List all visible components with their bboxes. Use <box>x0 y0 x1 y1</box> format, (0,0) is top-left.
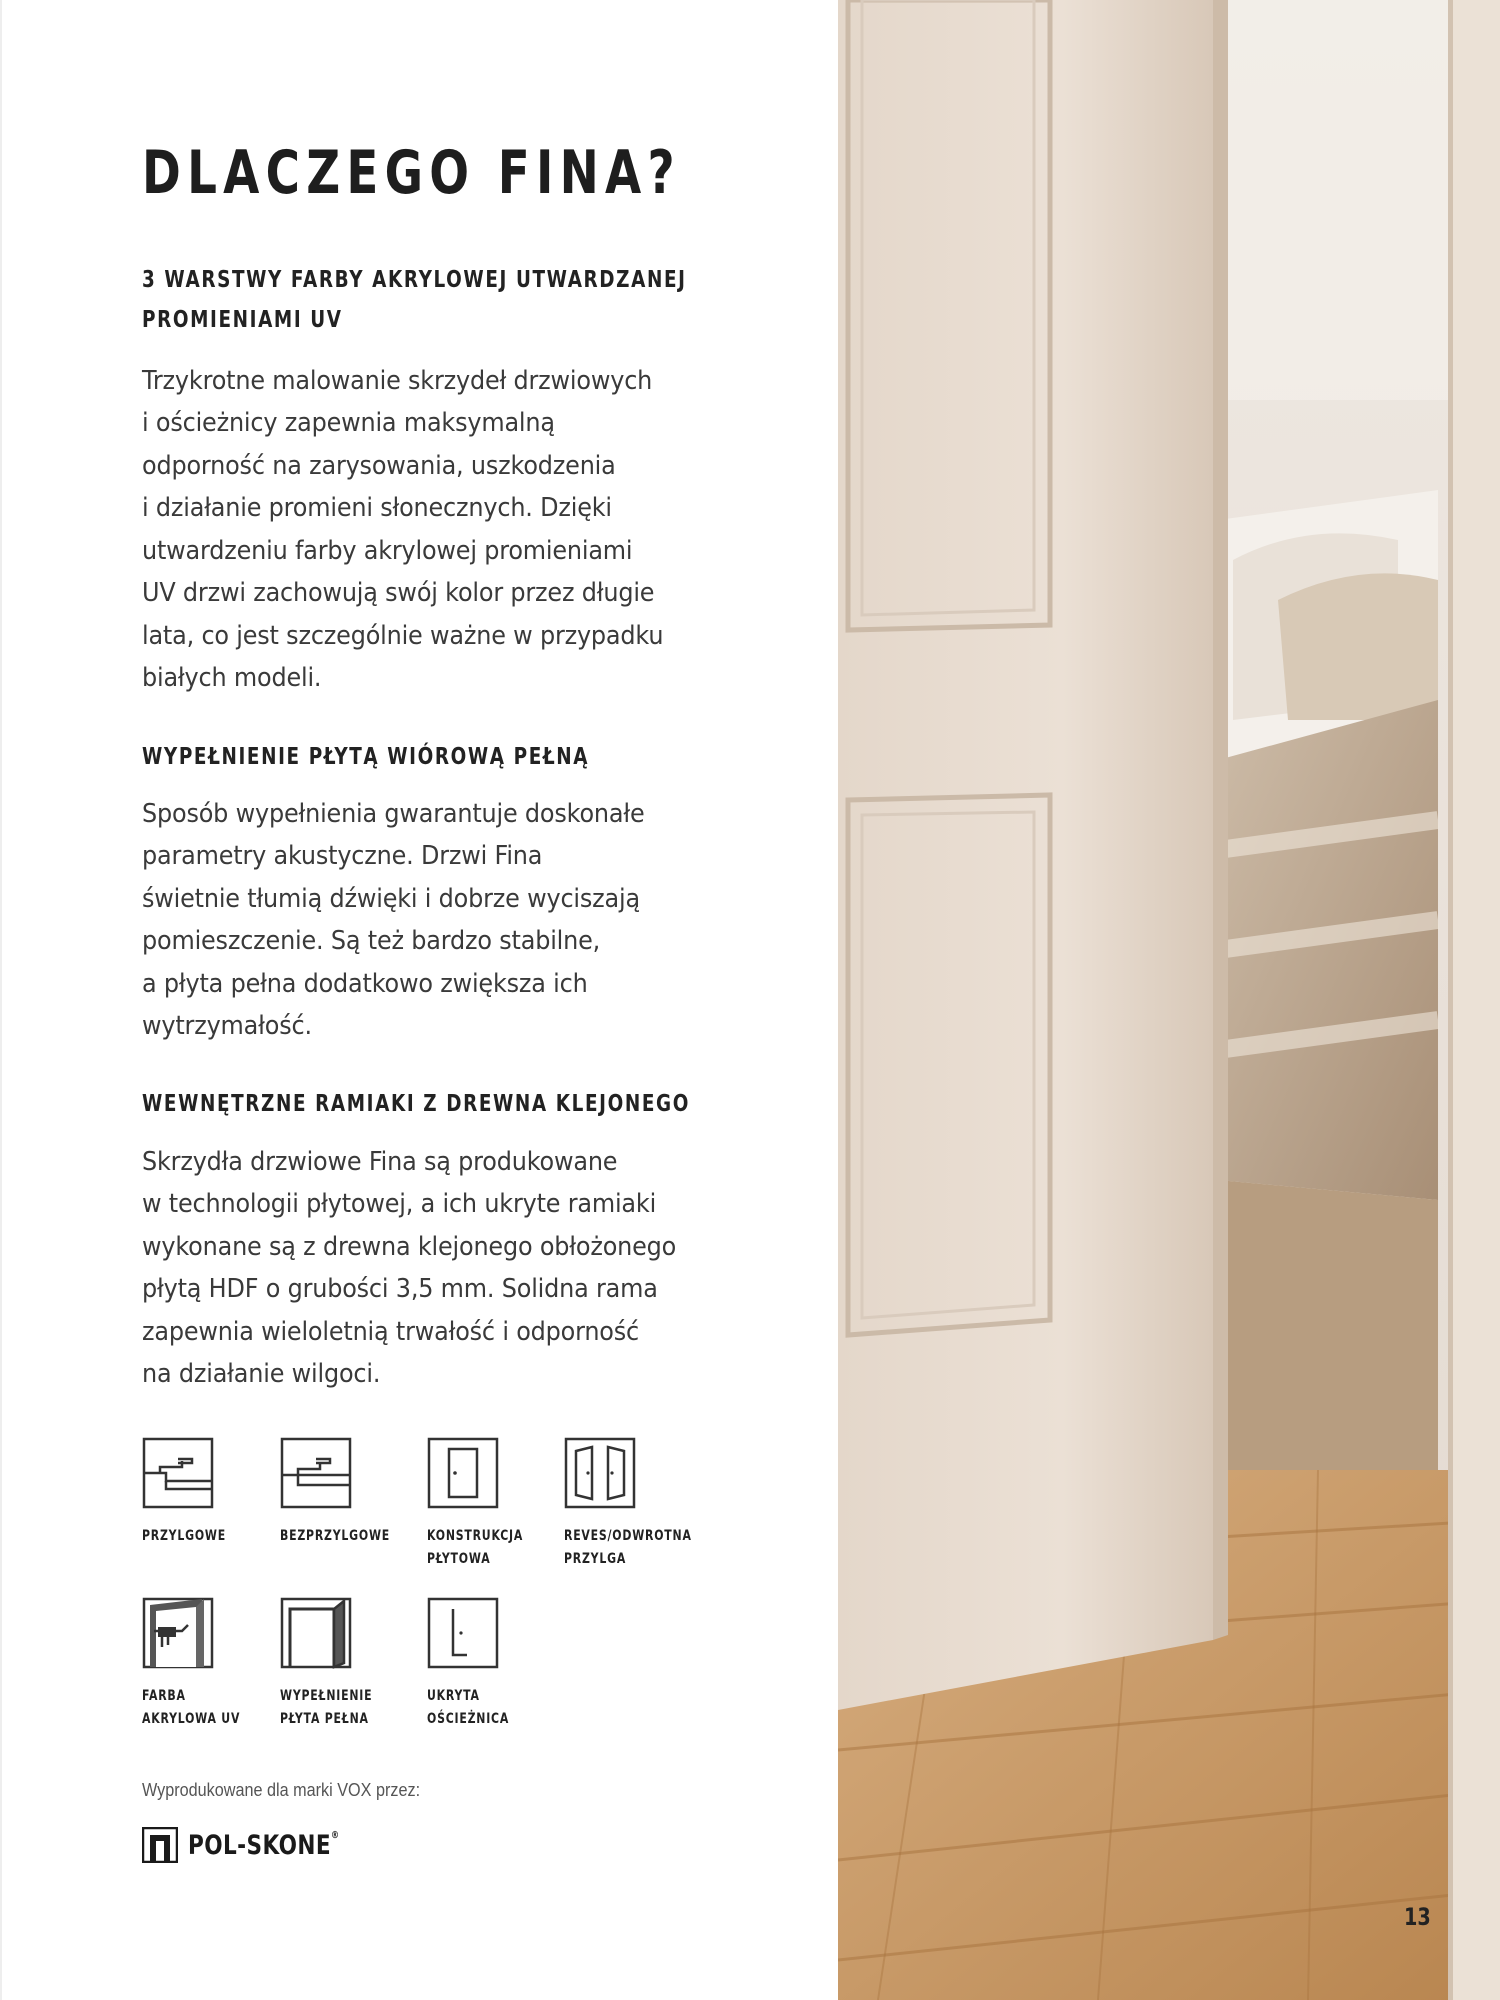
feature-label: BEZPRZYLGOWE <box>280 1528 391 1544</box>
feature-label: PRZYLGA <box>564 1551 627 1567</box>
panel-construction-icon <box>427 1437 499 1509</box>
feature-label: UKRYTA <box>427 1688 480 1704</box>
section-body-line: białych modeli. <box>142 663 322 693</box>
page-title: DLACZEGO FINA? <box>142 138 681 208</box>
section-body-line: i działanie promieni słonecznych. Dzięki <box>142 493 612 523</box>
feature-label: PŁYTA PEŁNA <box>280 1711 369 1727</box>
left-margin-strip <box>0 0 2 2000</box>
section-body-line: świetnie tłumią dźwięki i dobrze wyciszają <box>142 884 640 914</box>
section-heading: WYPEŁNIENIE PŁYTĄ WIÓROWĄ PEŁNĄ <box>142 744 590 770</box>
section-heading: WEWNĘTRZNE RAMIAKI Z DREWNA KLEJONEGO <box>142 1091 690 1117</box>
feature-label: FARBA <box>142 1688 186 1704</box>
feature-label: PRZYLGOWE <box>142 1528 226 1544</box>
section-body-line: zapewnia wieloletnią trwałość i odporność <box>142 1317 640 1347</box>
solid-board-filling-icon <box>280 1597 352 1669</box>
uv-acrylic-paint-icon <box>142 1597 214 1669</box>
pol-skone-logo-mark-icon <box>142 1827 178 1863</box>
feature-label: KONSTRUKCJA <box>427 1528 524 1544</box>
flush-door-icon <box>280 1437 352 1509</box>
feature-label: PŁYTOWA <box>427 1551 491 1567</box>
rebated-door-icon <box>142 1437 214 1509</box>
section-body-line: Skrzydła drzwiowe Fina są produkowane <box>142 1147 618 1177</box>
pol-skone-logo <box>142 1826 377 1864</box>
section-body-line: płytą HDF o grubości 3,5 mm. Solidna rama <box>142 1274 658 1304</box>
feature-label: WYPEŁNIENIE <box>280 1688 373 1704</box>
reversible-rebate-icon <box>564 1437 636 1509</box>
door-bedroom-photo <box>838 0 1500 2000</box>
section-body-line: utwardzeniu farby akrylowej promieniami <box>142 536 633 566</box>
page-number: 13 <box>1404 1903 1431 1931</box>
section-body-line: na działanie wilgoci. <box>142 1359 381 1389</box>
section-body-line: pomieszczenie. Są też bardzo stabilne, <box>142 926 601 956</box>
section-body-line: Trzykrotne malowanie skrzydeł drzwiowych <box>142 366 653 396</box>
section-body-line: UV drzwi zachowują swój kolor przez długie <box>142 578 655 608</box>
section-body-line: parametry akustyczne. Drzwi Fina <box>142 841 543 871</box>
brand-name: POL-SKONE® <box>188 1829 340 1861</box>
section-heading: PROMIENIAMI UV <box>142 307 343 333</box>
feature-label: OŚCIEŻNICA <box>427 1711 510 1727</box>
section-body-line: Sposób wypełnienia gwarantuje doskonałe <box>142 799 645 829</box>
feature-label: AKRYLOWA UV <box>142 1711 241 1727</box>
section-body-line: odporność na zarysowania, uszkodzenia <box>142 451 616 481</box>
section-heading: 3 WARSTWY FARBY AKRYLOWEJ UTWARDZANEJ <box>142 267 687 293</box>
hidden-frame-icon <box>427 1597 499 1669</box>
section-body-line: lata, co jest szczególnie ważne w przypadku <box>142 621 664 651</box>
section-body-line: wytrzymałość. <box>142 1011 312 1041</box>
manufacturer-credit: Wyprodukowane dla marki VOX przez: <box>142 1780 421 1800</box>
section-body-line: i ościeżnicy zapewnia maksymalną <box>142 408 555 438</box>
section-body-line: a płyta pełna dodatkowo zwiększa ich <box>142 969 588 999</box>
feature-label: REVES/ODWROTNA <box>564 1528 692 1544</box>
section-body-line: wykonane są z drewna klejonego obłożonego <box>142 1232 677 1262</box>
section-body-line: w technologii płytowej, a ich ukryte ramiaki <box>142 1189 657 1219</box>
